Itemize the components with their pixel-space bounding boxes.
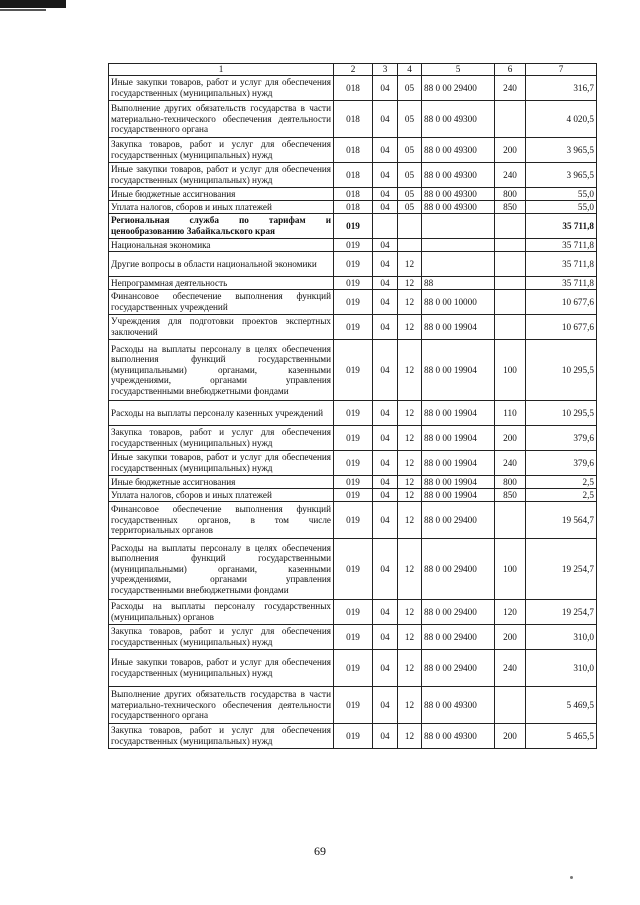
row-ved: 019 — [334, 426, 373, 451]
row-ved: 019 — [334, 239, 373, 252]
row-amount: 10 295,5 — [526, 340, 597, 401]
row-csr — [422, 214, 495, 239]
row-pr: 12 — [398, 724, 422, 749]
row-pr: 12 — [398, 451, 422, 476]
row-name: Закупка товаров, работ и услуг для обеспечения государственных (муниципальных) нужд — [109, 426, 334, 451]
header-cell: 6 — [495, 64, 526, 76]
row-ved: 019 — [334, 539, 373, 600]
row-vr: 240 — [495, 451, 526, 476]
row-csr: 88 0 00 10000 — [422, 290, 495, 315]
row-rz: 04 — [373, 401, 398, 426]
row-name: Другие вопросы в области национальной экономики — [109, 252, 334, 277]
table-row — [109, 426, 597, 451]
row-name: Расходы на выплаты персоналу казенных учреждений — [109, 401, 334, 426]
row-vr: 800 — [495, 476, 526, 489]
row-name: Учреждения для подготовки проектов экспертных заключений — [109, 315, 334, 340]
row-rz: 04 — [373, 426, 398, 451]
row-vr — [495, 214, 526, 239]
row-amount: 10 677,6 — [526, 290, 597, 315]
row-rz: 04 — [373, 476, 398, 489]
row-csr: 88 0 00 19904 — [422, 489, 495, 502]
row-amount: 5 469,5 — [526, 687, 597, 724]
row-rz: 04 — [373, 502, 398, 539]
table-row — [109, 76, 597, 101]
row-amount: 379,6 — [526, 426, 597, 451]
row-pr: 12 — [398, 600, 422, 625]
row-name: Выполнение других обязательств государства в части материально-технического обеспечения деятельности государственного органа — [109, 687, 334, 724]
row-vr — [495, 502, 526, 539]
row-amount: 19 564,7 — [526, 502, 597, 539]
scan-edge-mark-secondary — [0, 9, 46, 11]
row-vr: 100 — [495, 340, 526, 401]
row-vr: 110 — [495, 401, 526, 426]
table-row — [109, 401, 597, 426]
row-vr: 850 — [495, 489, 526, 502]
table-row — [109, 650, 597, 687]
row-name: Расходы на выплаты персоналу в целях обеспечения выполнения функций государственными (муниципальными) органами, казенными учреждениями, органами управления государственными внебюджетными фондами — [109, 340, 334, 401]
row-csr: 88 0 00 19904 — [422, 476, 495, 489]
row-name: Выполнение других обязательств государства в части материально-технического обеспечения деятельности государственного органа — [109, 101, 334, 138]
row-name: Иные бюджетные ассигнования — [109, 188, 334, 201]
row-pr: 12 — [398, 687, 422, 724]
row-csr: 88 0 00 49300 — [422, 188, 495, 201]
row-name: Иные бюджетные ассигнования — [109, 476, 334, 489]
row-rz — [373, 214, 398, 239]
row-amount: 19 254,7 — [526, 600, 597, 625]
row-rz: 04 — [373, 188, 398, 201]
row-vr — [495, 315, 526, 340]
row-pr: 12 — [398, 252, 422, 277]
table-row — [109, 340, 597, 401]
row-rz: 04 — [373, 600, 398, 625]
row-ved: 019 — [334, 290, 373, 315]
scan-speck — [570, 876, 573, 879]
table-row — [109, 687, 597, 724]
header-cell: 7 — [526, 64, 597, 76]
row-amount: 55,0 — [526, 188, 597, 201]
row-rz: 04 — [373, 138, 398, 163]
row-ved: 018 — [334, 138, 373, 163]
row-amount: 2,5 — [526, 476, 597, 489]
row-vr — [495, 252, 526, 277]
row-ved: 018 — [334, 76, 373, 101]
row-ved: 019 — [334, 489, 373, 502]
row-ved: 019 — [334, 625, 373, 650]
row-vr: 200 — [495, 625, 526, 650]
row-name: Закупка товаров, работ и услуг для обеспечения государственных (муниципальных) нужд — [109, 138, 334, 163]
row-vr: 240 — [495, 650, 526, 687]
row-amount: 316,7 — [526, 76, 597, 101]
header-cell: 5 — [422, 64, 495, 76]
row-amount: 379,6 — [526, 451, 597, 476]
row-csr: 88 — [422, 277, 495, 290]
row-ved: 019 — [334, 600, 373, 625]
row-amount: 4 020,5 — [526, 101, 597, 138]
row-pr: 05 — [398, 76, 422, 101]
table-row — [109, 252, 597, 277]
row-rz: 04 — [373, 625, 398, 650]
row-pr: 12 — [398, 290, 422, 315]
table-row — [109, 138, 597, 163]
table-row — [109, 214, 597, 239]
row-amount: 35 711,8 — [526, 277, 597, 290]
table-row — [109, 201, 597, 214]
row-ved: 019 — [334, 214, 373, 239]
budget-table — [108, 63, 597, 749]
row-rz: 04 — [373, 290, 398, 315]
row-name: Региональная служба по тарифам и ценообразованию Забайкальского края — [109, 214, 334, 239]
row-name: Закупка товаров, работ и услуг для обеспечения государственных (муниципальных) нужд — [109, 625, 334, 650]
row-ved: 019 — [334, 277, 373, 290]
row-rz: 04 — [373, 163, 398, 188]
row-vr: 240 — [495, 76, 526, 101]
row-amount: 10 677,6 — [526, 315, 597, 340]
row-pr: 12 — [398, 539, 422, 600]
row-csr: 88 0 00 19904 — [422, 401, 495, 426]
row-name: Иные закупки товаров, работ и услуг для обеспечения государственных (муниципальных) нужд — [109, 76, 334, 101]
row-pr: 12 — [398, 476, 422, 489]
row-name: Расходы на выплаты персоналу государственных (муниципальных) органов — [109, 600, 334, 625]
row-csr: 88 0 00 19904 — [422, 451, 495, 476]
row-csr: 88 0 00 19904 — [422, 426, 495, 451]
row-rz: 04 — [373, 239, 398, 252]
row-amount: 10 295,5 — [526, 401, 597, 426]
row-csr: 88 0 00 49300 — [422, 101, 495, 138]
row-amount: 3 965,5 — [526, 163, 597, 188]
table-row — [109, 625, 597, 650]
row-pr: 12 — [398, 277, 422, 290]
row-ved: 019 — [334, 724, 373, 749]
row-rz: 04 — [373, 201, 398, 214]
row-vr — [495, 290, 526, 315]
row-ved: 019 — [334, 451, 373, 476]
row-vr — [495, 101, 526, 138]
row-amount: 310,0 — [526, 650, 597, 687]
row-amount: 5 465,5 — [526, 724, 597, 749]
row-csr — [422, 239, 495, 252]
row-pr — [398, 214, 422, 239]
row-pr — [398, 239, 422, 252]
row-csr: 88 0 00 29400 — [422, 502, 495, 539]
row-csr: 88 0 00 29400 — [422, 76, 495, 101]
row-csr: 88 0 00 49300 — [422, 687, 495, 724]
row-rz: 04 — [373, 489, 398, 502]
table-row — [109, 239, 597, 252]
table-row — [109, 315, 597, 340]
row-name: Уплата налогов, сборов и иных платежей — [109, 201, 334, 214]
row-name: Непрограммная деятельность — [109, 277, 334, 290]
row-pr: 12 — [398, 315, 422, 340]
row-name: Финансовое обеспечение выполнения функций государственных учреждений — [109, 290, 334, 315]
row-ved: 019 — [334, 401, 373, 426]
table-row — [109, 101, 597, 138]
row-rz: 04 — [373, 340, 398, 401]
row-pr: 05 — [398, 201, 422, 214]
row-rz: 04 — [373, 687, 398, 724]
row-rz: 04 — [373, 76, 398, 101]
row-rz: 04 — [373, 252, 398, 277]
row-name: Финансовое обеспечение выполнения функций государственных органов, в том числе территориальных органов — [109, 502, 334, 539]
row-rz: 04 — [373, 724, 398, 749]
row-csr: 88 0 00 49300 — [422, 201, 495, 214]
row-ved: 018 — [334, 188, 373, 201]
table-row — [109, 290, 597, 315]
table-row — [109, 476, 597, 489]
row-vr — [495, 239, 526, 252]
row-vr: 850 — [495, 201, 526, 214]
row-csr: 88 0 00 49300 — [422, 724, 495, 749]
row-vr: 200 — [495, 724, 526, 749]
row-csr: 88 0 00 29400 — [422, 600, 495, 625]
row-vr: 100 — [495, 539, 526, 600]
row-pr: 12 — [398, 650, 422, 687]
table-row — [109, 724, 597, 749]
table-row — [109, 451, 597, 476]
row-pr: 12 — [398, 340, 422, 401]
row-vr: 240 — [495, 163, 526, 188]
table-row — [109, 489, 597, 502]
row-rz: 04 — [373, 451, 398, 476]
row-name: Уплата налогов, сборов и иных платежей — [109, 489, 334, 502]
table-row — [109, 600, 597, 625]
table-row — [109, 188, 597, 201]
row-pr: 12 — [398, 401, 422, 426]
row-pr: 12 — [398, 625, 422, 650]
row-csr: 88 0 00 49300 — [422, 163, 495, 188]
row-vr: 200 — [495, 138, 526, 163]
header-row — [109, 64, 597, 76]
row-ved: 018 — [334, 101, 373, 138]
row-pr: 05 — [398, 163, 422, 188]
row-rz: 04 — [373, 539, 398, 600]
row-ved: 018 — [334, 201, 373, 214]
header-cell: 4 — [398, 64, 422, 76]
row-csr — [422, 252, 495, 277]
row-pr: 12 — [398, 426, 422, 451]
row-pr: 12 — [398, 489, 422, 502]
row-csr: 88 0 00 19904 — [422, 340, 495, 401]
row-ved: 019 — [334, 476, 373, 489]
row-vr — [495, 277, 526, 290]
row-name: Закупка товаров, работ и услуг для обеспечения государственных (муниципальных) нужд — [109, 724, 334, 749]
row-amount: 19 254,7 — [526, 539, 597, 600]
row-ved: 019 — [334, 340, 373, 401]
row-pr: 05 — [398, 138, 422, 163]
row-amount: 3 965,5 — [526, 138, 597, 163]
row-csr: 88 0 00 29400 — [422, 650, 495, 687]
row-ved: 019 — [334, 315, 373, 340]
row-name: Расходы на выплаты персоналу в целях обеспечения выполнения функций государственными (муниципальными) органами, казенными учреждениями, органами управления государственными внебюджетными фондами — [109, 539, 334, 600]
table-row — [109, 502, 597, 539]
row-name: Национальная экономика — [109, 239, 334, 252]
row-name: Иные закупки товаров, работ и услуг для обеспечения государственных (муниципальных) нужд — [109, 163, 334, 188]
row-amount: 35 711,8 — [526, 252, 597, 277]
row-vr: 200 — [495, 426, 526, 451]
row-csr: 88 0 00 19904 — [422, 315, 495, 340]
row-ved: 019 — [334, 650, 373, 687]
row-amount: 35 711,8 — [526, 239, 597, 252]
row-pr: 05 — [398, 101, 422, 138]
table-body — [109, 76, 597, 749]
row-rz: 04 — [373, 315, 398, 340]
row-name: Иные закупки товаров, работ и услуг для обеспечения государственных (муниципальных) нужд — [109, 650, 334, 687]
row-amount: 2,5 — [526, 489, 597, 502]
row-amount: 35 711,8 — [526, 214, 597, 239]
row-ved: 019 — [334, 687, 373, 724]
row-pr: 05 — [398, 188, 422, 201]
row-rz: 04 — [373, 650, 398, 687]
header-cell: 2 — [334, 64, 373, 76]
row-name: Иные закупки товаров, работ и услуг для обеспечения государственных (муниципальных) нужд — [109, 451, 334, 476]
row-ved: 019 — [334, 252, 373, 277]
row-rz: 04 — [373, 277, 398, 290]
row-vr: 800 — [495, 188, 526, 201]
table-row — [109, 539, 597, 600]
row-csr: 88 0 00 29400 — [422, 625, 495, 650]
table-row — [109, 277, 597, 290]
row-csr: 88 0 00 29400 — [422, 539, 495, 600]
table-row — [109, 163, 597, 188]
scan-edge-mark — [0, 0, 66, 8]
row-vr — [495, 687, 526, 724]
row-ved: 019 — [334, 502, 373, 539]
row-pr: 12 — [398, 502, 422, 539]
row-rz: 04 — [373, 101, 398, 138]
header-cell: 3 — [373, 64, 398, 76]
row-csr: 88 0 00 49300 — [422, 138, 495, 163]
page-number: 69 — [314, 844, 326, 858]
row-amount: 55,0 — [526, 201, 597, 214]
row-amount: 310,0 — [526, 625, 597, 650]
header-cell: 1 — [109, 64, 334, 76]
row-ved: 018 — [334, 163, 373, 188]
row-vr: 120 — [495, 600, 526, 625]
